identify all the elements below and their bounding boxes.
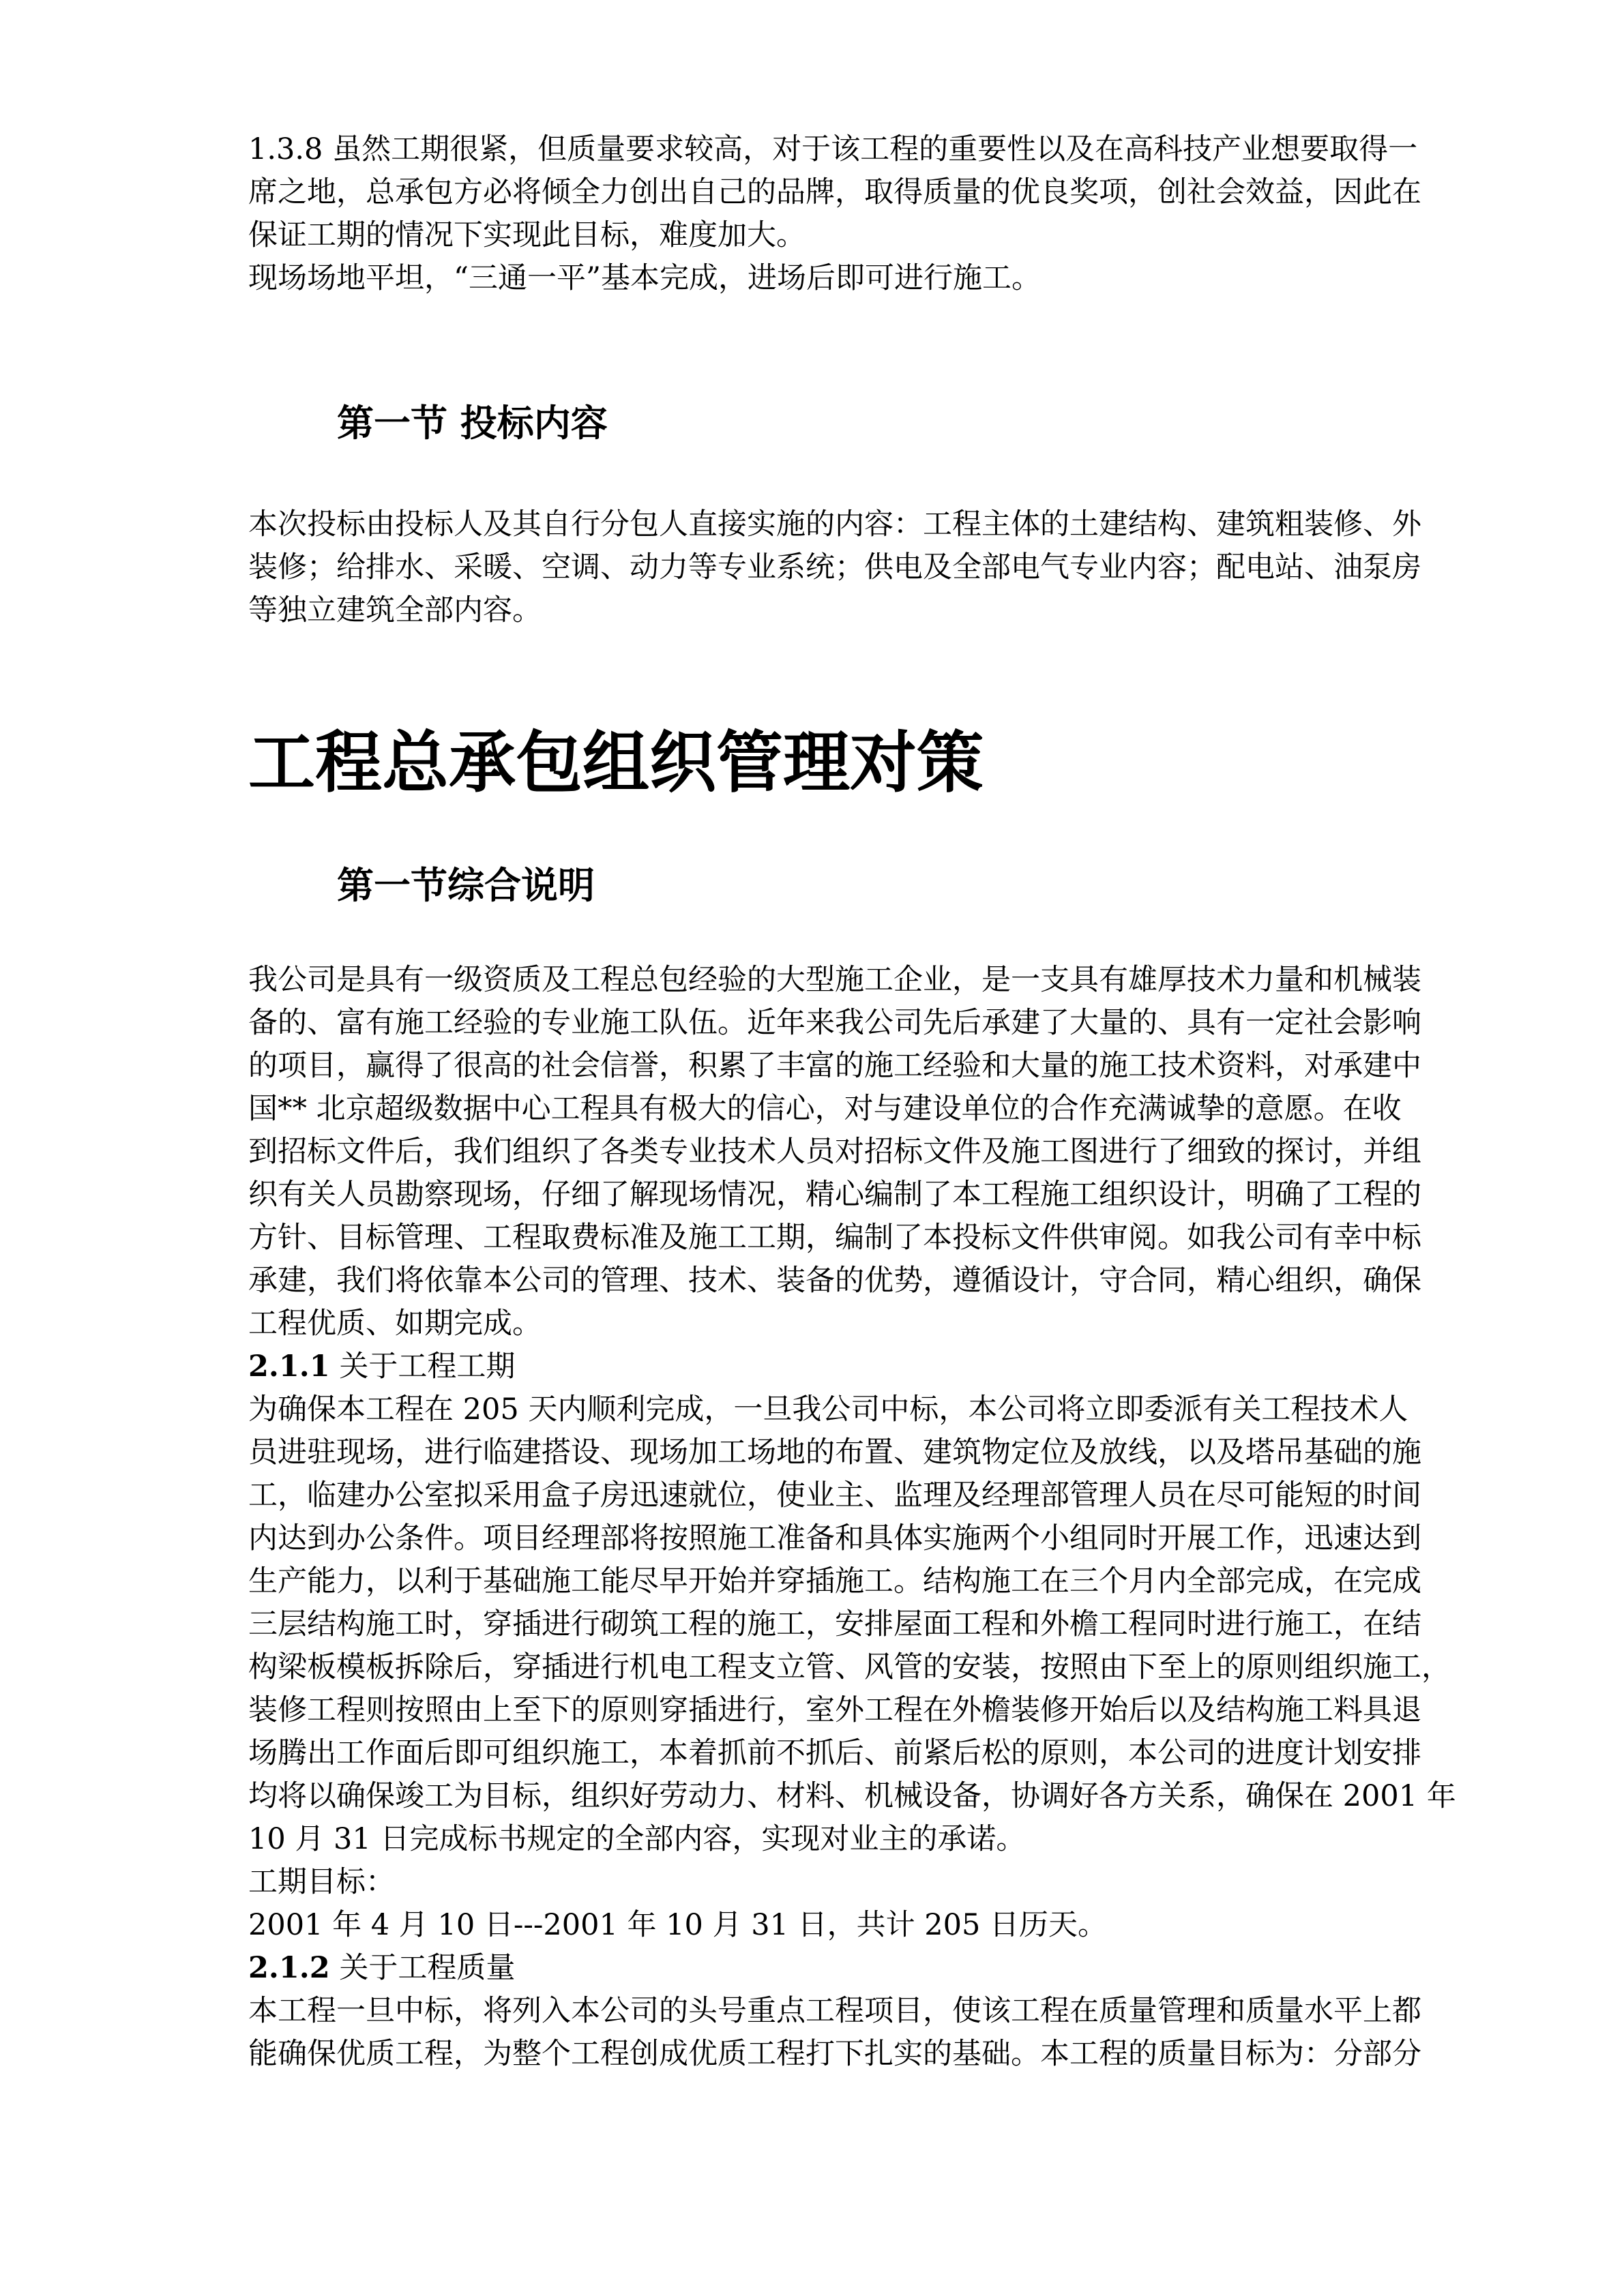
text-line: 等独立建筑全部内容。 (248, 593, 542, 627)
section-heading-overview: 第一节综合说明 (337, 864, 595, 907)
section-heading-bid-content: 第一节 投标内容 (337, 402, 608, 445)
line-text: 备的、富有施工经验的专业施工队伍。近年来我公司先后承建了大量的、具有一定社会影响 (248, 1006, 1421, 1040)
text-line: 本次投标由投标人及其自行分包人直接实施的内容：工程主体的土建结构、建筑粗装修、外 (248, 507, 1421, 541)
line-text: 工程优质、如期完成。 (248, 1307, 542, 1341)
subsection-heading (248, 1947, 1389, 1990)
line-text: 2001 年 4 月 10 日---2001 年 10 月 31 日，共计 205 日历天。 (248, 1908, 1108, 1942)
chapter-title: 工程总承包组织管理对策 (248, 724, 984, 802)
line-text: 方针、目标管理、工程取费标准及施工工期，编制了本投标文件供审阅。如我公司有幸中标 (248, 1221, 1421, 1255)
line-text: 到招标文件后，我们组织了各类专业技术人员对招标文件及施工图进行了细致的探讨，并组 (248, 1135, 1421, 1169)
line-text: 工，临建办公室拟采用盒子房迅速就位，使业主、监理及经理部管理人员在尽可能短的时间 (248, 1478, 1421, 1512)
line-text: 能确保优质工程，为整个工程创成优质工程打下扎实的基础。本工程的质量目标为：分部分 (248, 2037, 1421, 2071)
text-line (248, 1689, 1421, 1732)
text-line (248, 1045, 1421, 1088)
line-text: 关于工程质量 (329, 1951, 516, 1985)
text-line (248, 1560, 1421, 1603)
line-text: 为确保本工程在 205 天内顺利完成，一旦我公司中标，本公司将立即委派有关工程技术人 (248, 1392, 1408, 1427)
text-line (248, 1302, 1389, 1345)
subsection-number: 2.1.2 (248, 1951, 330, 1985)
text-line (248, 2033, 1421, 2076)
text-line (248, 1431, 1421, 1474)
text-line (248, 1646, 1451, 1689)
text-line: 装修；给排水、采暖、空调、动力等专业系统；供电及全部电气专业内容；配电站、油泵房 (248, 550, 1421, 584)
text-line (248, 1775, 1456, 1818)
line-text: 构梁板模板拆除后，穿插进行机电工程支立管、风管的安装，按照由下至上的原则组织施工， (248, 1650, 1451, 1684)
text-line (248, 1259, 1421, 1302)
bid-content-paragraph (248, 503, 1421, 632)
text-line (248, 1388, 1408, 1431)
line-text: 三层结构施工时，穿插进行砌筑工程的施工，安排屋面工程和外檐工程同时进行施工，在结 (248, 1607, 1421, 1641)
text-line (248, 1603, 1421, 1646)
overview-body (248, 959, 1456, 2076)
intro-paragraph (248, 128, 1421, 300)
line-text: 本工程一旦中标，将列入本公司的头号重点工程项目，使该工程在质量管理和质量水平上都 (248, 1994, 1421, 2028)
text-line (248, 1131, 1421, 1174)
subsection-number: 2.1.1 (248, 1350, 330, 1384)
text-line (248, 1990, 1421, 2033)
line-text: 承建，我们将依靠本公司的管理、技术、装备的优势，遵循设计，守合同，精心组织，确保 (248, 1264, 1421, 1298)
line-text: 的项目，赢得了很高的社会信誉，积累了丰富的施工经验和大量的施工技术资料，对承建中 (248, 1049, 1421, 1083)
text-line (248, 1217, 1421, 1259)
line-text: 内达到办公条件。项目经理部将按照施工准备和具体实施两个小组同时开展工作，迅速达到 (248, 1521, 1421, 1555)
line-text: 国** 北京超级数据中心工程具有极大的信心，对与建设单位的合作充满诚挚的意愿。在收 (248, 1092, 1402, 1126)
text-line (248, 1002, 1421, 1045)
text-line (248, 1517, 1421, 1560)
text-line: 1.3.8 虽然工期很紧，但质量要求较高，对于该工程的重要性以及在高科技产业想要取得一 (248, 132, 1418, 166)
text-line (248, 1474, 1421, 1517)
line-text: 装修工程则按照由上至下的原则穿插进行，室外工程在外檐装修开始后以及结构施工料具退 (248, 1693, 1421, 1727)
text-line: 保证工期的情况下实现此目标，难度加大。 (248, 218, 806, 252)
text-line (248, 1818, 1389, 1861)
line-text: 场腾出工作面后即可组织施工，本着抓前不抓后、前紧后松的原则，本公司的进度计划安排 (248, 1736, 1421, 1770)
line-text: 关于工程工期 (329, 1350, 516, 1384)
line-text: 员进驻现场，进行临建搭设、现场加工场地的布置、建筑物定位及放线，以及塔吊基础的施 (248, 1435, 1421, 1470)
line-text: 均将以确保竣工为目标，组织好劳动力、材料、机械设备，协调好各方关系，确保在 2001 年 (248, 1779, 1456, 1813)
text-line (248, 1174, 1421, 1217)
line-text: 生产能力，以利于基础施工能尽早开始并穿插施工。结构施工在三个月内全部完成，在完成 (248, 1564, 1421, 1598)
text-line: 席之地，总承包方必将倾全力创出自己的品牌，取得质量的优良奖项，创社会效益，因此在 (248, 175, 1421, 209)
text-line (248, 1861, 1389, 1904)
text-line (248, 1732, 1421, 1775)
text-line (248, 1088, 1402, 1131)
text-line: 现场场地平坦，“三通一平”基本完成，进场后即可进行施工。 (248, 261, 1041, 295)
text-line (248, 1904, 1389, 1947)
text-line (248, 959, 1421, 1002)
line-text: 工期目标： (248, 1865, 395, 1899)
line-text: 10 月 31 日完成标书规定的全部内容，实现对业主的承诺。 (248, 1822, 1026, 1856)
line-text: 织有关人员勘察现场，仔细了解现场情况，精心编制了本工程施工组织设计，明确了工程的 (248, 1178, 1421, 1212)
subsection-heading (248, 1345, 1389, 1388)
line-text: 我公司是具有一级资质及工程总包经验的大型施工企业，是一支具有雄厚技术力量和机械装 (248, 963, 1421, 997)
